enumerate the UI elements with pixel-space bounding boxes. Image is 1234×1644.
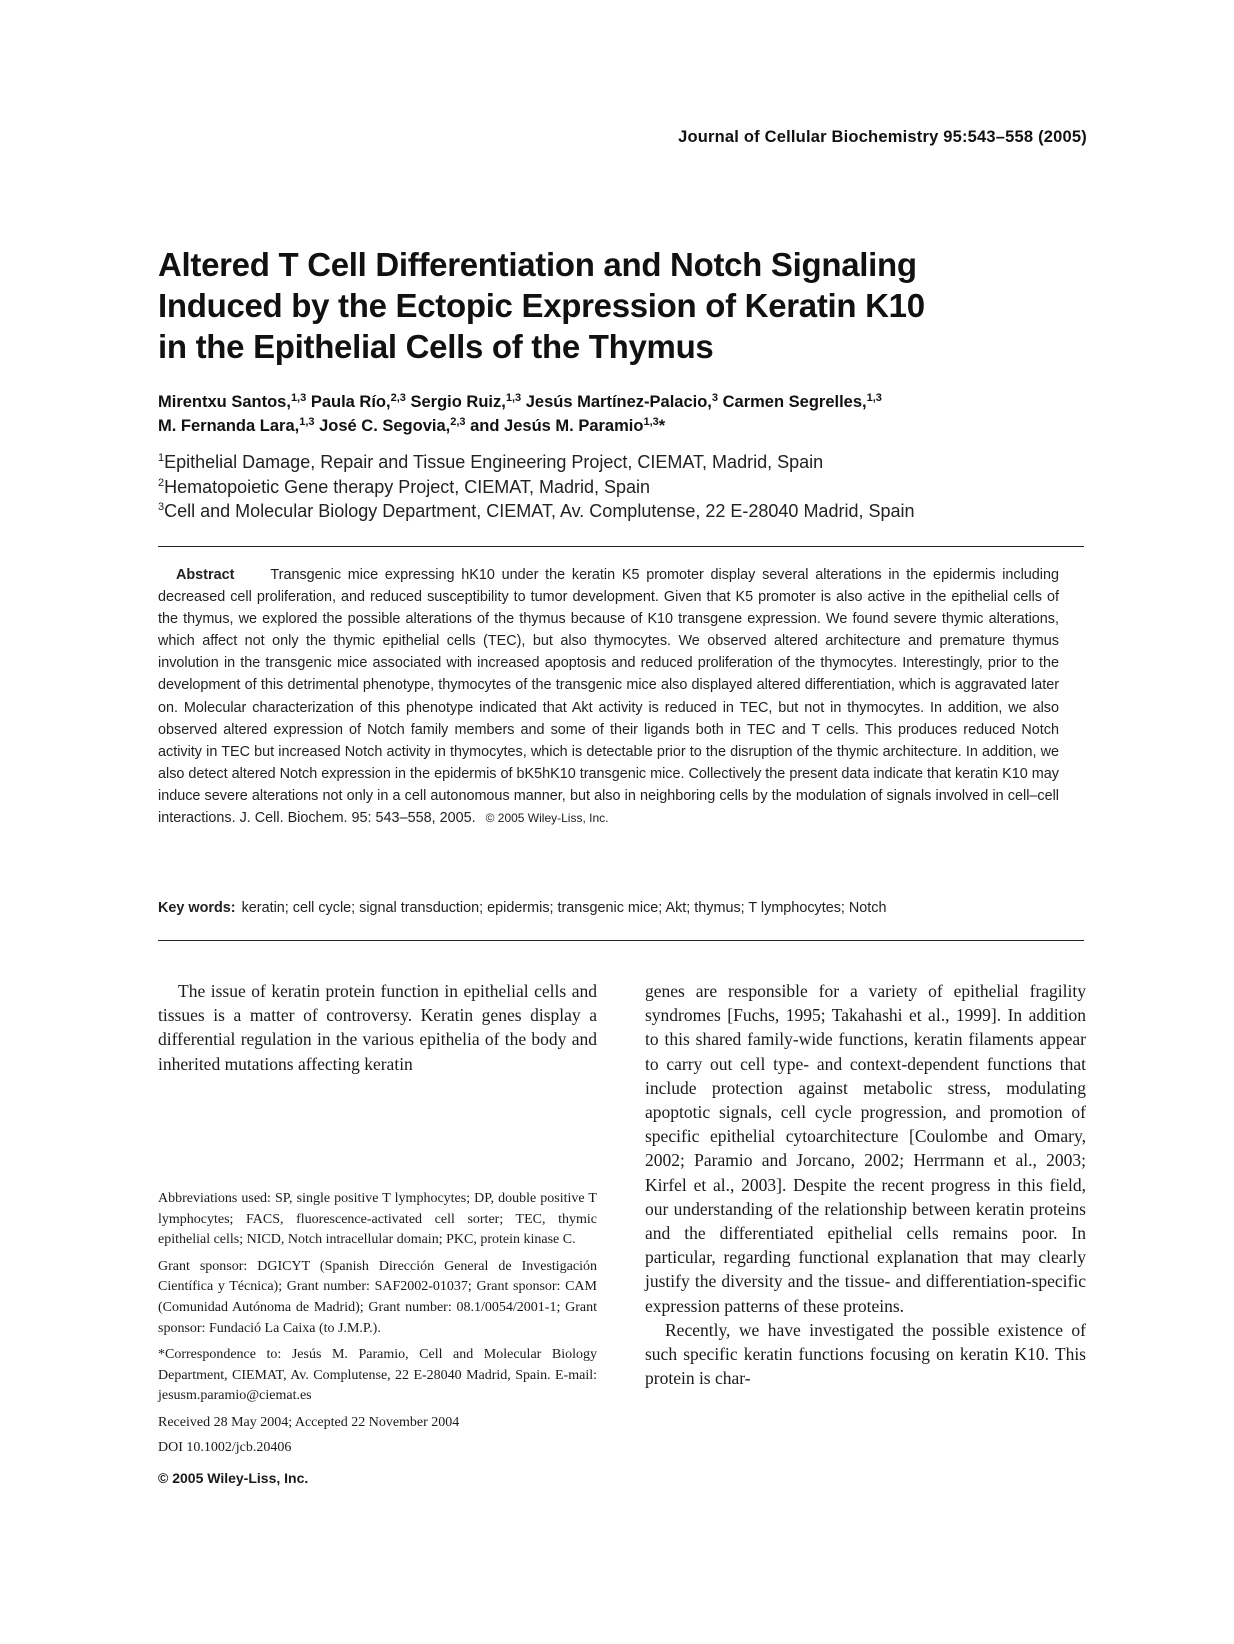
- author-affil: 1,3: [643, 416, 659, 428]
- footnote-abbreviations: Abbreviations used: SP, single positive T lymphocytes; DP, double positive T lymphocytes; FACS, fluorescence-activated cell sorter; TEC, thymic epithelial cells; NICD, Notch intracellular domain; PKC, protein kinase C.: [158, 1191, 597, 1248]
- affiliation-text: Hematopoietic Gene therapy Project, CIEMAT, Madrid, Spain: [164, 476, 651, 497]
- author-line: [158, 414, 1088, 438]
- affiliation-list: [158, 450, 1088, 524]
- footnote-correspondence: *Correspondence to: Jesús M. Paramio, Cell and Molecular Biology Department, CIEMAT, Av. Complutense, 22 E-28040 Madrid, Spain. E-mail: jesusm.paramio@ciemat.es: [158, 1347, 597, 1404]
- author-affil: 1,3: [299, 416, 315, 428]
- author-name: Mirentxu Santos,: [158, 393, 291, 411]
- corresponding-author-mark: *: [658, 417, 666, 435]
- affiliation-text: Epithelial Damage, Repair and Tissue Engineering Project, CIEMAT, Madrid, Spain: [164, 452, 824, 472]
- affiliation-number: 3: [158, 501, 165, 513]
- journal-citation: Journal of Cellular Biochemistry 95:543–558 (2005): [678, 128, 1087, 146]
- author-affil: 1,3: [866, 392, 882, 404]
- affiliation-text: Cell and Molecular Biology Department, CIEMAT, Av. Complutense, 22 E-28040 Madrid, Spain: [164, 501, 915, 521]
- footnote-doi: DOI 10.1002/jcb.20406: [158, 1439, 292, 1455]
- abstract-label: Abstract: [176, 567, 235, 583]
- keywords-label: Key words:: [158, 900, 236, 916]
- title-line: Altered T Cell Differentiation and Notch Signaling: [158, 246, 917, 283]
- title-line: in the Epithelial Cells of the Thymus: [158, 328, 714, 365]
- body-paragraph: genes are responsible for a variety of epithelial fragility syndromes [Fuchs, 1995; Takahashi et al., 1999]. In addition to this shared family-wide functions, keratin filaments appear to carry out cell type- and context-dependent functions that include protection against metabolic stress, modulating apoptotic signals, cell cycle progression, and promotion of specific epithelial cytoarchitecture [Coulombe and Omary, 2002; Paramio and Jorcano, 2002; Herrmann et al., 2003; Kirfel et al., 2003]. Despite the recent progress in this field, our understanding of the relationship between keratin proteins and the differentiated epithelial cells remains poor. In particular, regarding functional explanation that may clearly justify the diversity and the tissue- and differentiation-specific expression patterns of these proteins.: [645, 981, 1086, 1316]
- author-affil: 1,3: [505, 392, 522, 404]
- author-affil: 2,3: [390, 392, 406, 404]
- affiliation: [158, 450, 1088, 475]
- article-title: [158, 244, 1058, 367]
- affiliation-number: 2: [158, 476, 165, 489]
- abstract: [158, 564, 1059, 829]
- author-name: Jesús Martínez-Palacio,: [525, 393, 712, 411]
- title-line: Induced by the Ectopic Expression of Keratin K10: [158, 287, 925, 324]
- affiliation-number: 1: [158, 452, 165, 464]
- author-name: and Jesús M. Paramio: [470, 417, 644, 435]
- body-column-left: [158, 979, 597, 1076]
- author-affil: 3: [711, 392, 719, 404]
- keywords-text: keratin; cell cycle; signal transduction; epidermis; transgenic mice; Akt; thymus; T lymphocytes; Notch: [241, 900, 887, 916]
- body-paragraph: Recently, we have investigated the possible existence of such specific keratin functions focusing on keratin K10. This protein is char-: [645, 1319, 1086, 1389]
- author-list: [158, 390, 1088, 438]
- affiliation: [158, 475, 1088, 500]
- author-name: José C. Segovia,: [319, 417, 451, 435]
- keywords: [158, 897, 1084, 919]
- divider-bottom: [158, 940, 1084, 941]
- affiliation: [158, 499, 1088, 524]
- author-name: Carmen Segrelles,: [722, 393, 867, 411]
- footnote-grant: Grant sponsor: DGICYT (Spanish Dirección General de Investigación Científica y Técnica); Grant number: SAF2002-01037; Grant sponsor: CAM (Comunidad Autónoma de Madrid); Grant number: 08.1/0054/2001-1; Grant sponsor: Fundació La Caixa (to J.M.P.).: [158, 1258, 597, 1336]
- author-affil: 1,3: [290, 392, 307, 404]
- footnotes: [158, 1189, 597, 1495]
- footnote-received: Received 28 May 2004; Accepted 22 November 2004: [158, 1414, 460, 1430]
- author-name: M. Fernanda Lara,: [158, 417, 300, 435]
- author-line: [158, 390, 1088, 414]
- divider-top: [158, 546, 1084, 547]
- abstract-text: Transgenic mice expressing hK10 under the keratin K5 promoter display several alterations in the epidermis including decreased cell proliferation, and reduced susceptibility to tumor development. Given that K5 promoter is also active in the epithelial cells of the thymus, we explored the possible alterations of the thymus because of K10 transgene expression. We found severe thymic alterations, which affect not only the thymic epithelial cells (TEC), but also thymocytes. We observed altered architecture and premature thymus involution in the transgenic mice associated with increased apoptosis and reduced proliferation of the thymocytes. Interestingly, prior to the development of this detrimental phenotype, thymocytes of the transgenic mice also displayed altered differentiation, which is aggravated later on. Molecular characterization of this phenotype indicated that Akt activity is reduced in TEC, but not in thymocytes. In addition, we also observed altered expression of Notch family members and some of their ligands both in TEC and T cells. This produces reduced Notch activity in TEC but increased Notch activity in thymocytes, which is detectable prior to the disruption of the thymic architecture. In addition, we also detect altered Notch expression in the epidermis of bK5hK10 transgenic mice. Collectively the present data indicate that keratin K10 may induce severe alterations not only in a cell autonomous manner, but also in neighboring cells by the modulation of signals involved in cell–cell interactions. J. Cell. Biochem. 95: 543–558, 2005.: [158, 567, 1059, 827]
- author-affil: 2,3: [450, 416, 466, 428]
- author-name: Paula Río,: [310, 393, 391, 411]
- footnote-copyright: © 2005 Wiley-Liss, Inc.: [158, 1470, 309, 1487]
- abstract-copyright: © 2005 Wiley-Liss, Inc.: [485, 811, 609, 826]
- author-name: Sergio Ruiz,: [410, 393, 506, 411]
- body-column-right: [645, 979, 1086, 1390]
- body-paragraph: The issue of keratin protein function in epithelial cells and tissues is a matter of controversy. Keratin genes display a differential regulation in the various epithelia of the body and inherited mutations affecting keratin: [158, 981, 597, 1074]
